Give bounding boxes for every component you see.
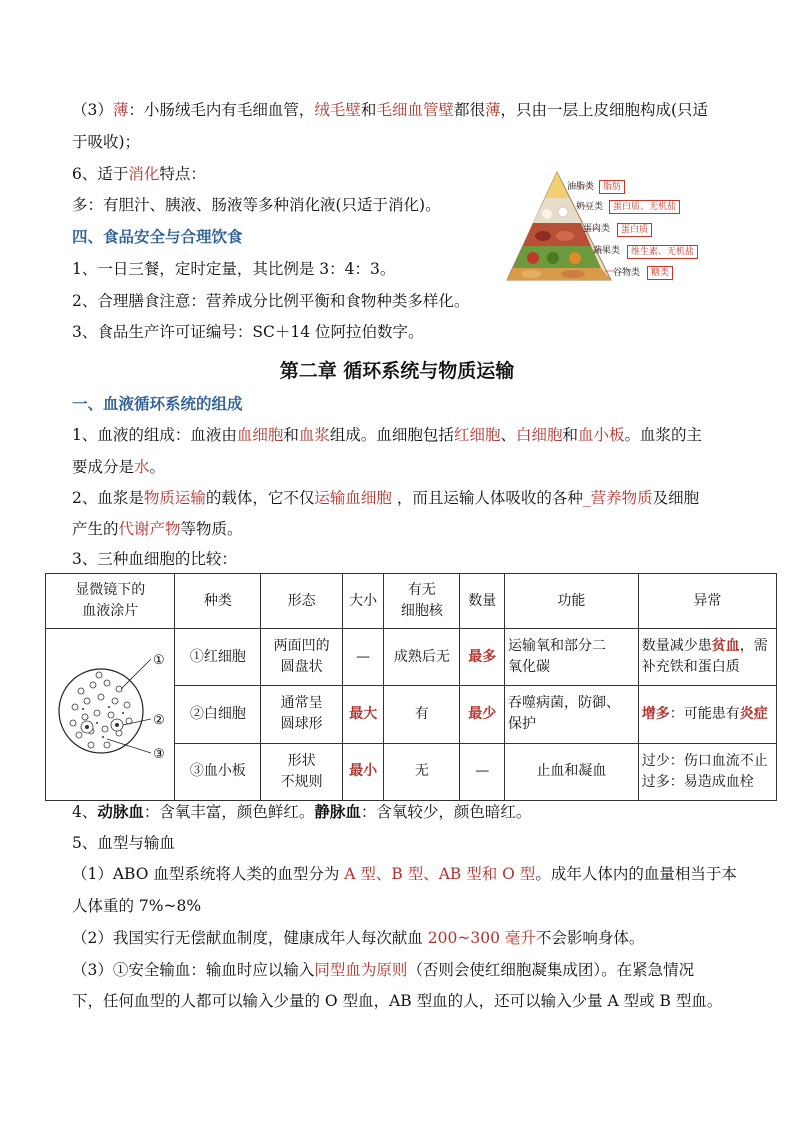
marker-platelet: ③ — [153, 747, 165, 762]
para-plasma-cont: 产生的代谢产物等物质。 — [72, 520, 243, 538]
marker-red-cell: ① — [153, 653, 165, 668]
cell-count: 最多 — [460, 629, 505, 686]
header-count: 数量 — [460, 574, 505, 629]
header-abnormal: 异常 — [638, 574, 776, 629]
para-safe-transfusion: （3）①安全输血：输血时应以输入同型血为原则（否则会使红细胞凝集成团）。在紧急情况 — [72, 961, 695, 979]
table-row — [46, 629, 777, 686]
blood-smear-diagram — [51, 629, 169, 793]
pyramid-nutrient-dairy-beans: 蛋白质、无机盐 — [609, 200, 680, 214]
header-shape: 形态 — [261, 574, 343, 629]
pyramid-layer-egg-meat: 蛋肉类 — [583, 224, 611, 234]
section-heading-food-safety: 四、食品安全与合理饮食 — [72, 228, 243, 246]
cell-abnormal: 增多：可能患有炎症 — [638, 686, 776, 743]
pyramid-nutrient-veg-fruit: 维生素、无机盐 — [627, 245, 698, 259]
cell-size: 最小 — [342, 743, 383, 800]
cell-nucleus: 无 — [384, 743, 460, 800]
cell-abnormal: 过少：伤口血流不止 过多：易造成血栓 — [638, 743, 776, 800]
header-kind: 种类 — [175, 574, 261, 629]
food-pyramid-figure — [503, 168, 703, 312]
cell-function: 止血和凝血 — [505, 743, 639, 800]
marker-white-cell: ② — [153, 713, 165, 728]
cell-count: — — [460, 743, 505, 800]
para-thin-wall: （3）薄：小肠绒毛内有毛细血管，绒毛壁和毛细血管壁都很薄，只由一层上皮细胞构成(只适 — [72, 101, 709, 119]
para-blood-types-heading: 5、血型与输血 — [72, 834, 175, 852]
para-donation: （2）我国实行无偿献血制度，健康成年人每次献血 200~300 毫升不会影响身体。 — [72, 929, 645, 947]
cell-function: 运输氧和部分二 氧化碳 — [505, 629, 639, 686]
para-license-number: 3、食品生产许可证编号：SC＋14 位阿拉伯数字。 — [72, 323, 424, 341]
pyramid-layer-grains: 谷物类 — [613, 268, 641, 278]
cell-shape: 形状 不规则 — [261, 743, 343, 800]
para-abo-system-cont: 人体重的 7%~8% — [72, 897, 202, 915]
cell-nucleus: 成熟后无 — [384, 629, 460, 686]
para-blood-composition-cont: 要成分是水。 — [72, 458, 166, 476]
blood-cell-comparison-table — [45, 573, 777, 801]
chapter-title: 第二章 循环系统与物质运输 — [279, 360, 515, 382]
para-blood-composition: 1、血液的组成：血液由血细胞和血浆组成。血细胞包括红细胞、白细胞和血小板。血浆的主 — [72, 426, 703, 444]
para-abo-system: （1）ABO 血型系统将人类的血型分为 A 型、B 型、AB 型和 O 型。成年人体内的血量相当于本 — [72, 865, 737, 883]
cell-kind: ①红细胞 — [175, 629, 261, 686]
cell-size: — — [342, 629, 383, 686]
para-digestive-juices: 多：有胆汁、胰液、肠液等多种消化液(只适于消化)。 — [72, 196, 441, 214]
section-heading-blood-system: 一、血液循环系统的组成 — [72, 395, 243, 413]
cell-function: 吞噬病菌，防御、 保护 — [505, 686, 639, 743]
pyramid-nutrient-grains: 糖类 — [647, 266, 673, 280]
header-size: 大小 — [342, 574, 383, 629]
cell-abnormal: 数量减少患贫血，需 补充铁和蛋白质 — [638, 629, 776, 686]
para-balanced-diet: 2、合理膳食注意：营养成分比例平衡和食物种类多样化。 — [72, 292, 470, 310]
pyramid-nutrient-egg-meat: 蛋白质 — [617, 223, 652, 237]
para-table-intro: 3、三种血细胞的比较： — [72, 550, 237, 568]
cell-count: 最少 — [460, 686, 505, 743]
cell-kind: ③血小板 — [175, 743, 261, 800]
header-smear: 显微镜下的 血液涂片 — [46, 574, 175, 629]
pyramid-layer-veg-fruit: 蔬果类 — [593, 246, 621, 256]
cell-shape: 通常呈 圆球形 — [261, 686, 343, 743]
pyramid-nutrient-fats: 脂肪 — [599, 180, 625, 194]
para-safe-transfusion-cont: 下，任何血型的人都可以输入少量的 O 型血，AB 型血的人，还可以输入少量 A 型或 B 型血。 — [72, 992, 723, 1010]
pyramid-layer-dairy-beans: 奶豆类 — [576, 202, 604, 212]
cell-shape: 两面凹的 圆盘状 — [261, 629, 343, 686]
para-three-meals: 1、一日三餐，定时定量，其比例是 3：4：3。 — [72, 260, 396, 278]
header-function: 功能 — [505, 574, 639, 629]
header-nucleus: 有无 细胞核 — [384, 574, 460, 629]
cell-nucleus: 有 — [384, 686, 460, 743]
para-plasma: 2、血浆是物质运输的载体，它不仅运输血细胞 ，而且运输人体吸收的各种_营养物质及细胞 — [72, 489, 700, 507]
para-thin-wall-cont: 于吸收)； — [72, 133, 141, 151]
table-header-row — [46, 574, 777, 629]
cell-size: 最大 — [342, 686, 383, 743]
blood-smear-cell — [46, 629, 175, 801]
para-digestion-features: 6、适于消化特点： — [72, 165, 206, 183]
para-arterial-venous: 4、动脉血：含氧丰富，颜色鲜红。静脉血：含氧较少，颜色暗红。 — [72, 802, 532, 821]
cell-kind: ②白细胞 — [175, 686, 261, 743]
pyramid-layer-fats: 油脂类 — [567, 182, 595, 192]
